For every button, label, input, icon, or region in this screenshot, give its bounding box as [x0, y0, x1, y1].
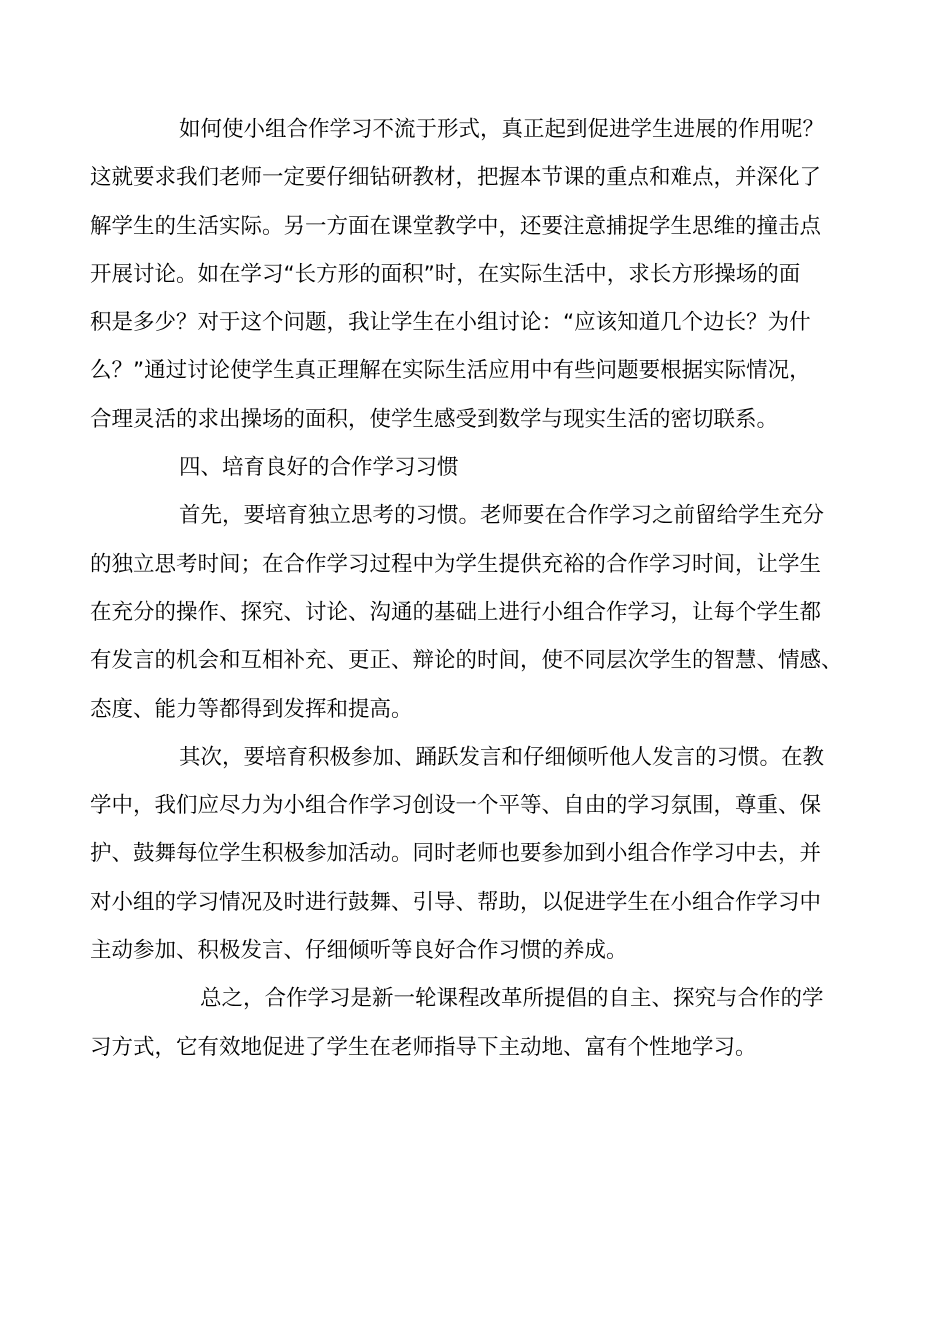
paragraph-line: 习方式，它有效地促进了学生在老师指导下主动地、富有个性地学习。: [90, 1034, 757, 1060]
paragraph-line: 的独立思考时间；在合作学习过程中为学生提供充裕的合作学习时间，让学生: [90, 551, 822, 577]
paragraph-line: 开展讨论。如在学习“长方形的面积”时，在实际生活中，求长方形操场的面: [90, 261, 801, 287]
paragraph-line: 总之，合作学习是新一轮课程改革所提倡的自主、探究与合作的学: [200, 986, 824, 1012]
paragraph-line: 在充分的操作、探究、讨论、沟通的基础上进行小组合作学习，让每个学生都: [90, 599, 822, 625]
paragraph-line: 学中，我们应尽力为小组合作学习创设一个平等、自由的学习氛围，尊重、保: [90, 793, 822, 819]
paragraph-line: 主动参加、积极发言、仔细倾听等良好合作习惯的养成。: [90, 938, 628, 964]
paragraph-line: 护、鼓舞每位学生积极参加活动。同时老师也要参加到小组合作学习中去，并: [90, 841, 822, 867]
paragraph-line: 积是多少？对于这个问题，我让学生在小组讨论：“应该知道几个边长？为什: [90, 310, 811, 336]
document-body: [90, 106, 865, 1072]
paragraph-line: 其次，要培育积极参加、踊跃发言和仔细倾听他人发言的习惯。在教: [179, 744, 825, 770]
paragraph-line: 对小组的学习情况及时进行鼓舞、引导、帮助，以促进学生在小组合作学习中: [90, 889, 822, 915]
paragraph-line: 这就要求我们老师一定要仔细钻研教材，把握本节课的重点和难点，并深化了: [90, 165, 822, 191]
section-heading: 四、培育良好的合作学习习惯: [179, 455, 459, 481]
paragraph-line: 么？”通过讨论使学生真正理解在实际生活应用中有些问题要根据实际情况，: [90, 358, 811, 384]
paragraph-line: 态度、能力等都得到发挥和提高。: [90, 696, 413, 722]
paragraph-line: 有发言的机会和互相补充、更正、辩论的时间，使不同层次学生的智慧、情感、: [90, 648, 843, 674]
paragraph-line: 如何使小组合作学习不流于形式，真正起到促进学生进展的作用呢？: [179, 117, 825, 142]
paragraph-line: 解学生的生活实际。另一方面在课堂教学中，还要注意捕捉学生思维的撞击点: [90, 213, 822, 239]
paragraph-line: 合理灵活的求出操场的面积，使学生感受到数学与现实生活的密切联系。: [90, 406, 779, 432]
paragraph-line: 首先，要培育独立思考的习惯。老师要在合作学习之前留给学生充分: [179, 503, 825, 529]
